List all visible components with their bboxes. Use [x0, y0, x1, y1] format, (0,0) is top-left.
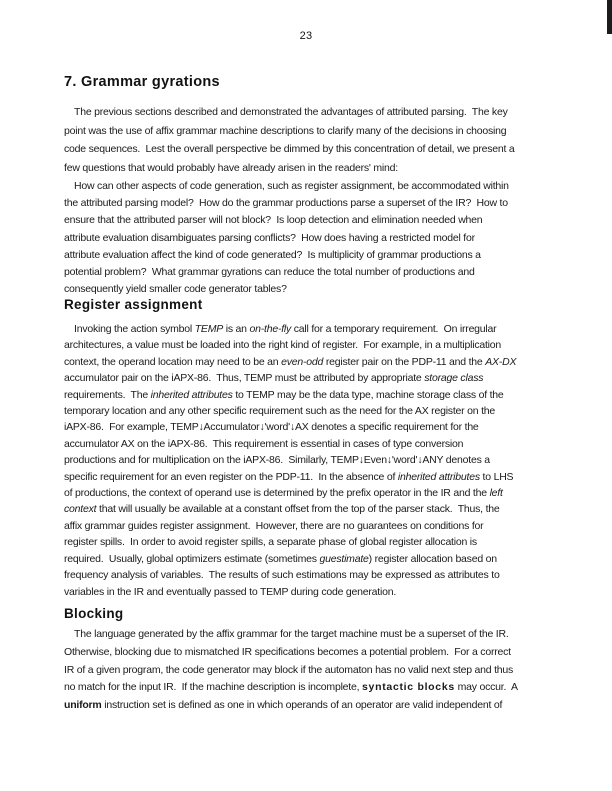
text-line: register spills. In order to avoid register spills, a separate phase of global register allocation is [64, 536, 477, 549]
text-line: affix grammar guides register assignment. However, there are no guarantees on conditions for [64, 519, 484, 532]
text-line: few questions that would probably have already arisen in the readers' mind: [64, 161, 398, 174]
text-line: uniform instruction set is defined as one in which operands of an operator are valid independent of [64, 699, 503, 712]
text-line: temporary location and any other specific requirement such as the need for the AX register on the [64, 405, 496, 418]
page-number: 23 [299, 30, 313, 42]
text-line: frequency analysis of variables. The results of such estimations may be expressed as attributes to [64, 569, 500, 582]
heading-grammar-gyrations: 7. Grammar gyrations [64, 74, 220, 90]
text-line: How can other aspects of code generation, such as register assignment, be accommodated within [74, 180, 509, 192]
text-line: variables in the IR and eventually passed to TEMP during code generation. [64, 585, 397, 598]
text-line: point was the use of affix grammar machine descriptions to clarify many of the decisions in choosing [64, 124, 507, 137]
text-line: attribute evaluation disambiguates parsing conflicts? How does having a restricted model for [64, 231, 475, 244]
text-line: architectures, a value must be loaded into the right kind of register. For example, in a multiplication [64, 339, 502, 352]
text-line: Otherwise, blocking due to mismatched IR specifications becomes a potential problem. For a correct [64, 645, 511, 658]
text-line: iAPX-86. For example, TEMP↓Accumulator↓'word'↓AX denotes a specific requirement for the [64, 421, 479, 434]
text-line: accumulator pair on the iAPX-86. Thus, TEMP must be attributed by appropriate storage class [64, 372, 484, 385]
paragraph-blocking [64, 626, 518, 715]
scan-artifact-mark [607, 0, 612, 34]
text-line: potential problem? What grammar gyrations can reduce the total number of productions and [64, 266, 475, 279]
text-line: requirements. The inherited attributes to TEMP may be the data type, machine storage class of the [64, 388, 504, 401]
text-line: productions and for multiplication on the iAPX-86. Similarly, TEMP↓Even↓'word'↓ANY denotes a [64, 454, 490, 467]
text-line: The previous sections described and demonstrated the advantages of attributed parsing. The key [74, 106, 508, 118]
text-line: attribute evaluation affect the kind of code generated? Is multiplicity of grammar productions a [64, 248, 481, 261]
text-line: of productions, the context of operand use is determined by the prefix operator in the IR and the left [64, 487, 503, 500]
paragraph-questions [64, 178, 509, 298]
heading-blocking: Blocking [64, 606, 124, 621]
text-line: context that will usually be available at a constant offset from the top of the parser stack. Thus, the [64, 503, 500, 516]
text-line: accumulator AX on the iAPX-86. This requirement is essential in cases of type conversion [64, 437, 464, 450]
text-line: consequently yield smaller code generator tables? [64, 283, 287, 296]
text-line: ensure that the attributed parser will not block? Is loop detection and elimination needed when [64, 214, 483, 227]
text-line: required. Usually, global optimizers estimate (sometimes guestimate) register allocation based on [64, 552, 497, 565]
paragraph-register-assignment [64, 321, 516, 600]
text-line: context, the operand location may need to be an even-odd register pair on the PDP-11 and the AX-DX [64, 355, 517, 368]
heading-register-assignment: Register assignment [64, 297, 203, 312]
text-line: the attributed parsing model? How do the grammar productions parse a superset of the IR? How to [64, 197, 508, 210]
paragraph-intro [64, 103, 515, 177]
text-line: code sequences. Lest the overall perspective be dimmed by this concentration of detail, we present a [64, 143, 515, 156]
text-line: The language generated by the affix grammar for the target machine must be a superset of the IR. [74, 628, 509, 640]
text-line: Invoking the action symbol TEMP is an on-the-fly call for a temporary requirement. On irregular [74, 323, 497, 335]
text-line: IR of a given program, the code generator may block if the automaton has no valid next step and thus [64, 663, 514, 676]
text-line: specific requirement for an even register on the PDP-11. In the absence of inherited attributes to LHS [64, 470, 514, 483]
text-line: no match for the input IR. If the machine description is incomplete, syntactic blocks may occur. A [64, 681, 518, 694]
